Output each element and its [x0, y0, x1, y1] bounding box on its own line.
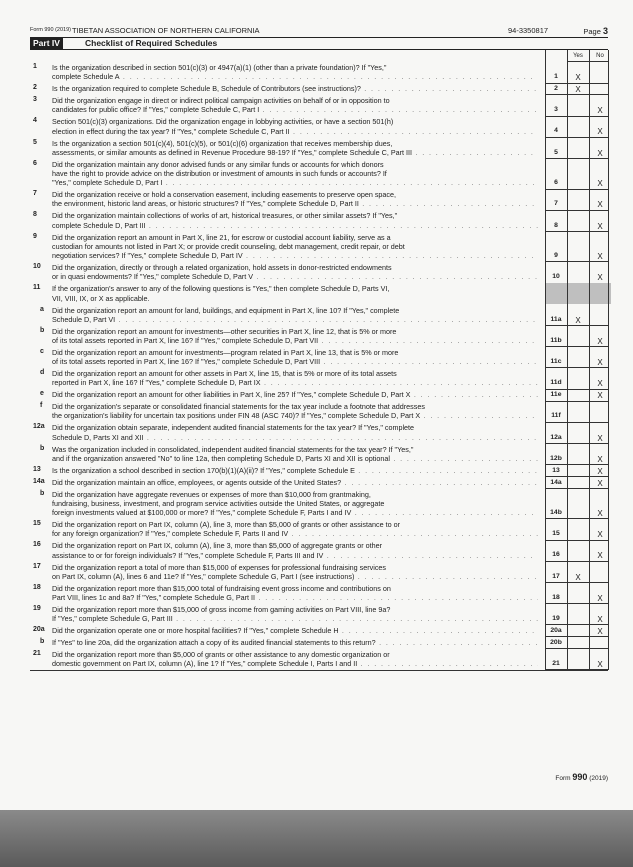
- line-reference: 19: [552, 615, 560, 623]
- table-row: [30, 83, 608, 95]
- question-line: foreign investments valued at $100,000 or more? If "Yes," complete Schedule F, Parts I and IV . . .: [52, 508, 538, 517]
- row-number: 13: [33, 465, 41, 473]
- table-row: [30, 189, 608, 210]
- question-line: Did the organization maintain an office, employees, or agents outside of the United States? . . .: [52, 478, 538, 487]
- question-line: Did the organization report more than $5,000 of grants or other assistance to any domestic organization or: [52, 649, 390, 659]
- table-row: [30, 262, 608, 283]
- question-line: "Yes," complete Schedule D, Part I . . .: [52, 178, 538, 187]
- table-row: [30, 625, 608, 637]
- table-row: [30, 347, 608, 368]
- question-line: Did the organization report more than $15,000 of gross income from gaming activities on Part VIII, line 9a?: [52, 604, 391, 614]
- yes-answer[interactable]: X: [575, 572, 581, 582]
- question-line: for any foreign organization? If "Yes," complete Schedule F, Parts II and IV . . .: [52, 529, 538, 538]
- row-number: 18: [33, 583, 41, 591]
- question-line: custodian for amounts not listed in Part X; or provide credit counseling, debt management, credit repair, or debt: [52, 241, 405, 251]
- question-line: Did the organization, directly or through a related organization, hold assets in donor-restricted endowments: [52, 263, 392, 273]
- table-row: [30, 489, 608, 520]
- line-reference: 2: [554, 85, 558, 93]
- no-answer[interactable]: X: [597, 509, 603, 519]
- question-line: Schedule D, Parts XI and XII . . .: [52, 433, 538, 442]
- page-number: Page 3: [583, 26, 608, 36]
- line-reference: 11c: [550, 358, 562, 366]
- row-question: [52, 402, 538, 421]
- line-reference: 9: [554, 252, 558, 260]
- question-line: Did the organization maintain collections of works of art, historical treasures, or other similar assets? If "Yes,": [52, 211, 398, 221]
- question-line: of its total assets reported in Part X, line 16? If "Yes," complete Schedule D, Part VIII . . .: [52, 357, 538, 366]
- table-row: [30, 465, 608, 477]
- question-line: Did the organization's separate or consolidated financial statements for the tax year include a footnote that addresses: [52, 402, 425, 412]
- row-number: 19: [33, 604, 41, 612]
- question-line: Did the organization maintain any donor advised funds or any similar funds or accounts for which donors: [52, 159, 384, 169]
- row-question: [52, 541, 538, 560]
- page-footer: Form 990 (2019): [555, 772, 608, 782]
- table-row: [30, 389, 608, 401]
- line-reference: 1: [554, 73, 558, 81]
- row-number: 10: [33, 263, 41, 271]
- row-number: 3: [33, 96, 37, 104]
- question-line: reported in Part X, line 16? If "Yes," complete Schedule D, Part IX . . .: [52, 378, 538, 387]
- column-rule: [608, 50, 609, 670]
- question-line: and if the organization answered "No" to line 12a, then completing Schedule D, Parts XI and XII is optional . . .: [52, 454, 538, 463]
- question-line: Section 501(c)(3) organizations. Did the organization engage in lobbying activities, or have a section 501(h): [52, 117, 394, 127]
- table-row: [30, 540, 608, 561]
- question-line: Is the organization described in section 501(c)(3) or 4947(a)(1) (other than a private foundation)? If "Yes,": [52, 63, 387, 72]
- row-question: [52, 369, 538, 388]
- row-number: 7: [33, 190, 37, 198]
- row-number: e: [40, 390, 44, 398]
- no-answer[interactable]: X: [597, 336, 603, 346]
- row-number: 20a: [33, 626, 45, 634]
- question-line: Is the organization required to complete Schedule B, Schedule of Contributors (see instructions)? . . .: [52, 84, 538, 93]
- question-line: Did the organization report an amount for other assets in Part X, line 15, that is 5% or more of its total assets: [52, 369, 397, 379]
- row-number: a: [40, 305, 44, 313]
- question-line: Did the organization engage in direct or indirect political campaign activities on behalf of or in opposition to: [52, 96, 390, 106]
- column-rule: [567, 50, 568, 670]
- question-line: Did the organization operate one or more hospital facilities? If "Yes," complete Schedule H . . .: [52, 626, 538, 635]
- row-question: [52, 284, 538, 303]
- line-reference: 11a: [550, 315, 562, 323]
- row-number: 5: [33, 138, 37, 146]
- checklist-table: [30, 50, 608, 770]
- table-row: [30, 95, 608, 116]
- row-number: b: [40, 638, 45, 645]
- row-question: [52, 390, 538, 399]
- line-reference: 11e: [550, 391, 562, 399]
- table-row: [30, 62, 608, 83]
- no-answer[interactable]: X: [597, 660, 603, 670]
- question-line: complete Schedule A . . .: [52, 72, 538, 81]
- part-title: Checklist of Required Schedules: [85, 38, 218, 48]
- no-answer[interactable]: X: [597, 478, 603, 488]
- column-rule: [545, 50, 546, 670]
- no-column-header: No: [596, 53, 604, 59]
- no-answer[interactable]: X: [597, 358, 603, 368]
- row-number: d: [40, 369, 45, 377]
- question-line: fundraising, business, investment, and program service activities outside the United States, or aggregate: [52, 498, 385, 508]
- no-answer[interactable]: X: [597, 530, 603, 540]
- no-answer[interactable]: X: [597, 379, 603, 389]
- line-reference: 15: [552, 530, 560, 538]
- no-answer[interactable]: X: [597, 454, 603, 464]
- row-number: 17: [33, 562, 41, 570]
- row-question: [52, 626, 538, 635]
- no-answer[interactable]: X: [597, 551, 603, 561]
- row-question: [52, 605, 538, 624]
- question-line: or in quasi endowments? If "Yes," complete Schedule D, Part V . . .: [52, 272, 538, 281]
- question-line: VII, VIII, IX, or X as applicable.: [52, 293, 150, 303]
- no-answer[interactable]: X: [597, 466, 603, 476]
- line-reference: 16: [552, 551, 560, 559]
- question-line: election in effect during the tax year? If "Yes," complete Schedule C, Part II . . .: [52, 127, 538, 136]
- table-row: [30, 477, 608, 489]
- question-line: Did the organization report on Part IX, column (A), line 3, more than $5,000 of grants or other assistance to or: [52, 520, 400, 530]
- row-question: [52, 63, 538, 82]
- table-row: [30, 305, 608, 326]
- row-question: [52, 490, 538, 518]
- line-reference: 20a: [550, 626, 562, 634]
- table-row: [30, 583, 608, 604]
- line-reference: 10: [552, 273, 560, 281]
- row-number: 2: [33, 84, 37, 92]
- question-line: If the organization's answer to any of the following questions is "Yes," then complete Schedule D, Parts VI,: [52, 284, 390, 294]
- no-answer[interactable]: X: [597, 127, 603, 137]
- row-question: [52, 327, 538, 346]
- row-number: 6: [33, 159, 37, 167]
- question-line: the environment, historic land areas, or historic structures? If "Yes," complete Schedule D, Part II . . .: [52, 199, 538, 208]
- question-line: Did the organization report an amount for land, buildings, and equipment in Part X, line 10? If "Yes," complete: [52, 305, 400, 315]
- question-line: Did the organization report an amount for other liabilities in Part X, line 25? If "Yes," complete Schedule D, Part X . . .: [52, 390, 538, 399]
- row-question: [52, 563, 538, 582]
- part-label: Part IV: [30, 38, 63, 49]
- row-question: [52, 263, 538, 282]
- row-question: [52, 190, 538, 209]
- line-reference: 13: [552, 466, 560, 474]
- row-number: 11: [33, 284, 41, 292]
- row-question: [52, 466, 538, 475]
- question-line: Part VIII, lines 1c and 8a? If "Yes," complete Schedule G, Part II . . .: [52, 593, 538, 602]
- row-number: 15: [33, 520, 41, 528]
- form-id: Form 990 (2019): [30, 27, 71, 33]
- row-number: f: [40, 402, 43, 410]
- no-answer[interactable]: X: [597, 273, 603, 283]
- row-question: [52, 139, 538, 158]
- question-line: Did the organization report on Part IX, column (A), line 3, more than $5,000 of aggregate grants or other: [52, 541, 383, 551]
- row-number: 9: [33, 232, 37, 240]
- line-reference: 12b: [550, 454, 562, 462]
- question-line: assistance to or for foreign individuals? If "Yes," complete Schedule F, Parts III and IV . . .: [52, 551, 538, 560]
- table-row: [30, 519, 608, 540]
- no-answer[interactable]: X: [597, 433, 603, 443]
- table-row: [30, 637, 608, 649]
- question-line: Was the organization included in consolidated, independent audited financial statements for the tax year? If "Yes,": [52, 444, 414, 454]
- line-reference: 3: [554, 106, 558, 114]
- line-reference: 18: [552, 593, 560, 601]
- no-answer[interactable]: X: [597, 148, 603, 158]
- row-question: [52, 306, 538, 325]
- table-row: [30, 401, 608, 422]
- row-question: [52, 423, 538, 442]
- no-answer[interactable]: X: [597, 221, 603, 231]
- question-line: Is the organization a school described in section 170(b)(1)(A)(ii)? If "Yes," complete Schedule E . . .: [52, 466, 538, 475]
- yes-answer[interactable]: X: [575, 315, 581, 325]
- yes-answer[interactable]: X: [575, 85, 581, 95]
- line-reference: 20b: [550, 638, 562, 646]
- question-line: Did the organization report an amount for investments—program related in Part X, line 13, that is 5% or more: [52, 347, 399, 357]
- question-line: If "Yes" to line 20a, did the organization attach a copy of its audited financial statements to this return? . . .: [52, 638, 538, 647]
- row-question: [52, 233, 538, 261]
- scanner-edge: [0, 810, 633, 867]
- no-answer[interactable]: X: [597, 391, 603, 401]
- question-line: Did the organization obtain separate, independent audited financial statements for the tax year? If "Yes," complete: [52, 423, 415, 433]
- line-reference: 8: [554, 221, 558, 229]
- table-row: [30, 562, 608, 583]
- row-question: [52, 584, 538, 603]
- no-answer[interactable]: X: [597, 200, 603, 210]
- table-row: [30, 283, 608, 304]
- row-question: [52, 520, 538, 539]
- table-row: [30, 210, 608, 231]
- no-answer[interactable]: X: [597, 615, 603, 625]
- row-number: b: [40, 444, 45, 452]
- table-row: [30, 444, 608, 465]
- table-row: [30, 116, 608, 137]
- part-heading: [30, 38, 608, 50]
- no-answer[interactable]: X: [597, 252, 603, 262]
- question-line: of its total assets reported in Part X, line 16? If "Yes," complete Schedule D, Part VII . . .: [52, 336, 538, 345]
- form-header: [30, 26, 608, 38]
- no-answer[interactable]: X: [597, 593, 603, 603]
- line-reference: 14b: [550, 509, 562, 517]
- row-number: b: [40, 489, 45, 497]
- row-number: 16: [33, 541, 41, 549]
- question-line: Did the organization report more than $15,000 total of fundraising event gross income and contributions on: [52, 583, 391, 593]
- organization-name: TIBETAN ASSOCIATION OF NORTHERN CALIFORNIA: [72, 26, 260, 35]
- yes-answer[interactable]: X: [575, 73, 581, 83]
- line-reference: 14a: [550, 478, 562, 486]
- row-question: [52, 96, 538, 115]
- row-question: [52, 84, 538, 93]
- question-line: Did the organization report an amount in Part X, line 21, for escrow or custodial account liability, serve as a: [52, 232, 391, 242]
- question-line: domestic government on Part IX, column (A), line 1? If "Yes," complete Schedule I, Parts I and II . . .: [52, 659, 538, 668]
- question-line: the organization's liability for uncertain tax positions under FIN 48 (ASC 740)? If "Yes," complete Schedule D, Part X . . .: [52, 411, 538, 420]
- question-line: If "Yes," complete Schedule G, Part III . . .: [52, 614, 538, 623]
- table-row: [30, 604, 608, 625]
- question-line: Did the organization have aggregate revenues or expenses of more than $10,000 from grantmaking,: [52, 489, 371, 499]
- row-question: [52, 445, 538, 464]
- line-reference: 7: [554, 200, 558, 208]
- row-question: [52, 348, 538, 367]
- line-reference: 11f: [551, 412, 561, 420]
- row-number: c: [40, 347, 44, 355]
- row-question: [52, 117, 538, 136]
- question-line: negotiation services? If "Yes," complete Schedule D, Part IV . . .: [52, 251, 538, 260]
- line-reference: 12a: [550, 433, 562, 441]
- ein: 94-3350817: [508, 26, 549, 35]
- row-number: 21: [33, 649, 41, 657]
- line-reference: 17: [552, 572, 560, 580]
- table-row: [30, 232, 608, 263]
- row-question: [52, 211, 538, 230]
- row-question: [52, 638, 538, 647]
- question-line: Did the organization receive or hold a conservation easement, including easements to preserve open space,: [52, 190, 397, 200]
- table-row: [30, 649, 608, 670]
- question-line: assessments, or similar amounts as defined in Revenue Procedure 98-19? If "Yes," complete Schedule C, Part III . . .: [52, 148, 538, 157]
- header-rule: [567, 61, 608, 62]
- table-row: [30, 326, 608, 347]
- column-rule: [589, 50, 590, 670]
- shaded-cell: [545, 283, 611, 304]
- line-reference: 11d: [550, 379, 562, 387]
- row-question: [52, 650, 538, 669]
- row-number: 4: [33, 117, 37, 125]
- no-answer[interactable]: X: [597, 179, 603, 189]
- row-question: [52, 478, 538, 487]
- question-line: Is the organization a section 501(c)(4), 501(c)(5), or 501(c)(6) organization that receives membership dues,: [52, 138, 393, 148]
- question-line: have the right to provide advice on the distribution or investment of amounts in such funds or accounts? If: [52, 168, 387, 178]
- row-number: b: [40, 326, 45, 334]
- no-answer[interactable]: X: [597, 106, 603, 116]
- line-reference: 11b: [550, 336, 562, 344]
- yes-column-header: Yes: [573, 53, 583, 59]
- question-line: on Part IX, column (A), lines 6 and 11e? If "Yes," complete Schedule G, Part I (see instructions) . . .: [52, 572, 538, 581]
- row-number: 12a: [33, 423, 45, 431]
- question-line: Did the organization report a total of more than $15,000 of expenses for professional fundraising services: [52, 562, 387, 572]
- question-line: Did the organization report an amount for investments—other securities in Part X, line 12, that is 5% or more: [52, 326, 397, 336]
- table-row: [30, 138, 608, 159]
- line-reference: 5: [554, 148, 558, 156]
- question-line: complete Schedule D, Part III . . .: [52, 221, 538, 230]
- question-line: candidates for public office? If "Yes," complete Schedule C, Part I . . .: [52, 105, 538, 114]
- row-number: 1: [33, 63, 37, 70]
- row-number: 8: [33, 211, 37, 219]
- line-reference: 4: [554, 127, 558, 135]
- row-number: 14a: [33, 477, 45, 485]
- line-reference: 6: [554, 179, 558, 187]
- row-question: [52, 160, 538, 188]
- question-line: Schedule D, Part VI . . .: [52, 315, 538, 324]
- table-row: [30, 159, 608, 190]
- table-row: [30, 368, 608, 389]
- line-reference: 21: [552, 660, 560, 668]
- no-answer[interactable]: X: [597, 626, 603, 636]
- table-bottom-rule: [30, 670, 608, 671]
- table-row: [30, 422, 608, 443]
